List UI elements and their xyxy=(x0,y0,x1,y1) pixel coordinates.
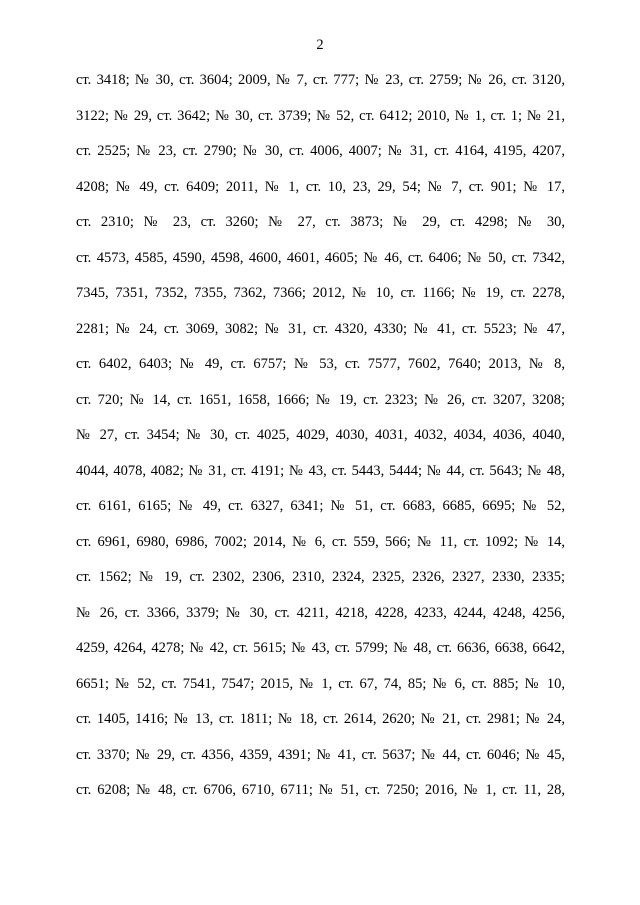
text-line: ст. 4573, 4585, 4590, 4598, 4600, 4601, 4605; № 46, ст. 6406; № 50, ст. 7342, xyxy=(76,249,565,266)
text-line: 4044, 4078, 4082; № 31, ст. 4191; № 43, ст. 5443, 5444; № 44, ст. 5643; № 48, xyxy=(76,462,565,479)
text-line: № 26, ст. 3366, 3379; № 30, ст. 4211, 4218, 4228, 4233, 4244, 4248, 4256, xyxy=(76,604,565,621)
text-line: ст. 6961, 6980, 6986, 7002; 2014, № 6, ст. 559, 566; № 11, ст. 1092; № 14, xyxy=(76,533,565,550)
text-line: ст. 3418; № 30, ст. 3604; 2009, № 7, ст. 777; № 23, ст. 2759; № 26, ст. 3120, xyxy=(76,72,565,88)
body-text xyxy=(76,70,565,816)
text-line: 7345, 7351, 7352, 7355, 7362, 7366; 2012, № 10, ст. 1166; № 19, ст. 2278, xyxy=(76,285,565,301)
text-line: 4259, 4264, 4278; № 42, ст. 5615; № 43, ст. 5799; № 48, ст. 6636, 6638, 6642, xyxy=(76,640,565,656)
text-line: 6651; № 52, ст. 7541, 7547; 2015, № 1, ст. 67, 74, 85; № 6, ст. 885; № 10, xyxy=(76,675,565,692)
text-line: ст. 720; № 14, ст. 1651, 1658, 1666; № 19, ст. 2323; № 26, ст. 3207, 3208; xyxy=(76,391,565,408)
text-line: ст. 6208; № 48, ст. 6706, 6710, 6711; № 51, ст. 7250; 2016, № 1, ст. 11, 28, xyxy=(76,782,565,798)
text-line: ст. 1562; № 19, ст. 2302, 2306, 2310, 2324, 2325, 2326, 2327, 2330, 2335; xyxy=(76,569,565,585)
text-line: ст. 2525; № 23, ст. 2790; № 30, ст. 4006, 4007; № 31, ст. 4164, 4195, 4207, xyxy=(76,143,565,159)
text-line: ст. 3370; № 29, ст. 4356, 4359, 4391; № 41, ст. 5637; № 44, ст. 6046; № 45, xyxy=(76,746,565,763)
text-line: ст. 6161, 6165; № 49, ст. 6327, 6341; № 51, ст. 6683, 6685, 6695; № 52, xyxy=(76,498,565,514)
text-line: № 27, ст. 3454; № 30, ст. 4025, 4029, 4030, 4031, 4032, 4034, 4036, 4040, xyxy=(76,427,565,443)
text-line: 2281; № 24, ст. 3069, 3082; № 31, ст. 4320, 4330; № 41, ст. 5523; № 47, xyxy=(76,320,565,337)
text-line: ст. 2310; № 23, ст. 3260; № 27, ст. 3873; № 29, ст. 4298; № 30, xyxy=(76,214,565,230)
text-line: 4208; № 49, ст. 6409; 2011, № 1, ст. 10, 23, 29, 54; № 7, ст. 901; № 17, xyxy=(76,178,565,195)
text-line: ст. 6402, 6403; № 49, ст. 6757; № 53, ст. 7577, 7602, 7640; 2013, № 8, xyxy=(76,356,565,372)
text-line: ст. 1405, 1416; № 13, ст. 1811; № 18, ст. 2614, 2620; № 21, ст. 2981; № 24, xyxy=(76,711,565,727)
page-number: 2 xyxy=(316,37,324,53)
text-line: 3122; № 29, ст. 3642; № 30, ст. 3739; № 52, ст. 6412; 2010, № 1, ст. 1; № 21, xyxy=(76,107,565,124)
